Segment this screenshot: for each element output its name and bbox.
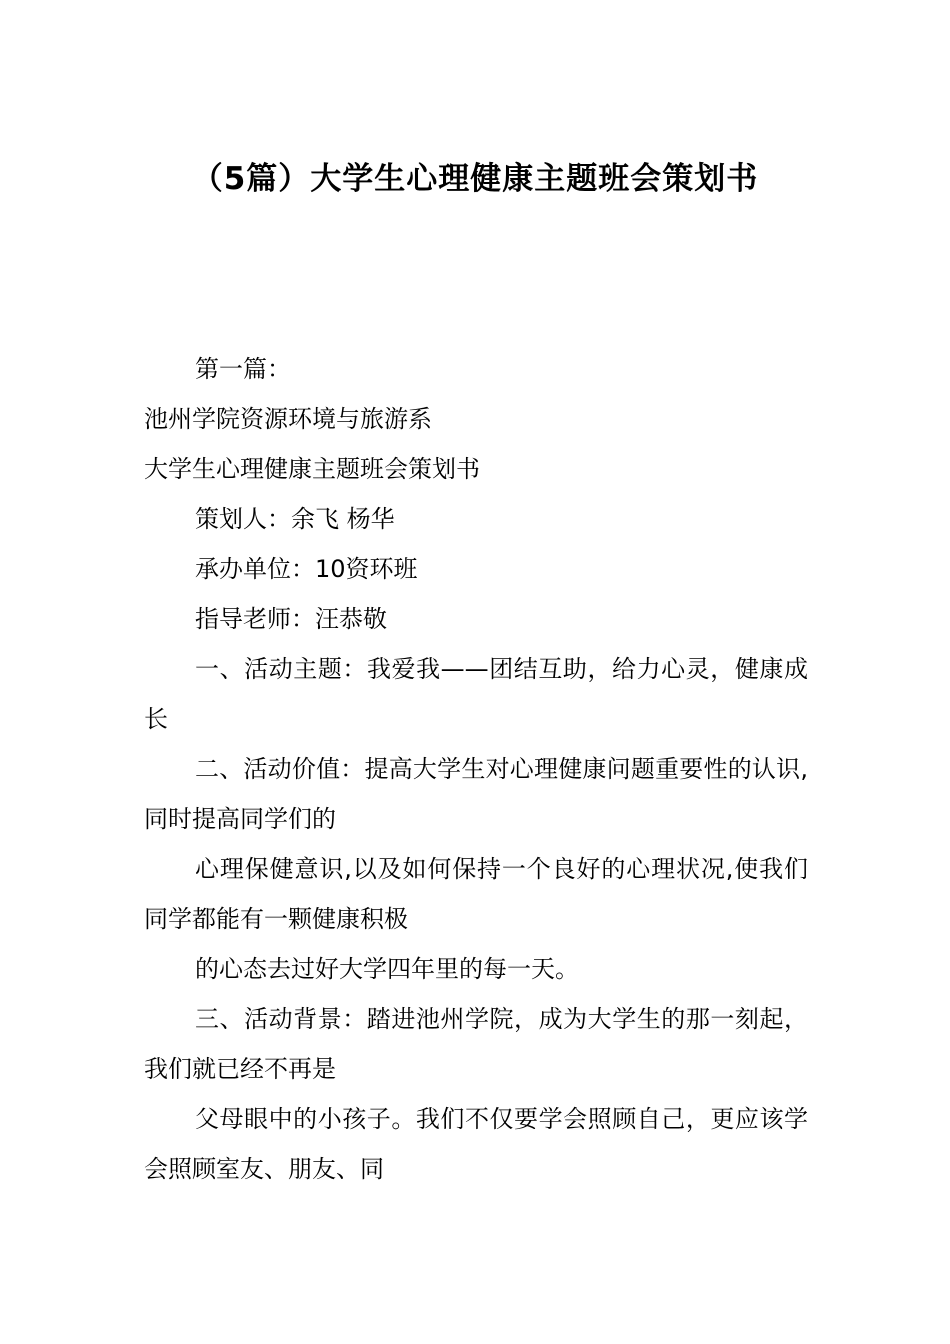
activity-value-continued-paragraph: 心理保健意识,以及如何保持一个良好的心理状况,使我们同学都能有一颗健康积极 [144,855,808,933]
activity-theme-paragraph: 一、活动主题：我爱我——团结互助，给力心灵，健康成长 [144,655,808,733]
activity-value-paragraph: 二、活动价值：提高大学生对心理健康问题重要性的认识,同时提高同学们的 [144,755,808,833]
department-line: 池州学院资源环境与旅游系 [144,405,432,433]
organizer-line: 承办单位：10资环班 [195,555,418,583]
activity-background-continued-paragraph: 父母眼中的小孩子。我们不仅要学会照顾自己，更应该学会照顾室友、朋友、同 [144,1105,808,1183]
document-title: （5篇）大学生心理健康主题班会策划书 [191,161,759,197]
document-body [144,344,808,1194]
planner-line: 策划人：余飞 杨华 [195,505,395,533]
activity-background-paragraph: 三、活动背景：踏进池州学院，成为大学生的那一刻起，我们就已经不再是 [144,1005,808,1083]
advisor-line: 指导老师：汪恭敬 [195,605,387,633]
section-heading: 第一篇： [195,355,291,383]
activity-value-ending-paragraph: 的心态去过好大学四年里的每一天。 [195,955,579,983]
plan-title-line: 大学生心理健康主题班会策划书 [144,455,480,483]
